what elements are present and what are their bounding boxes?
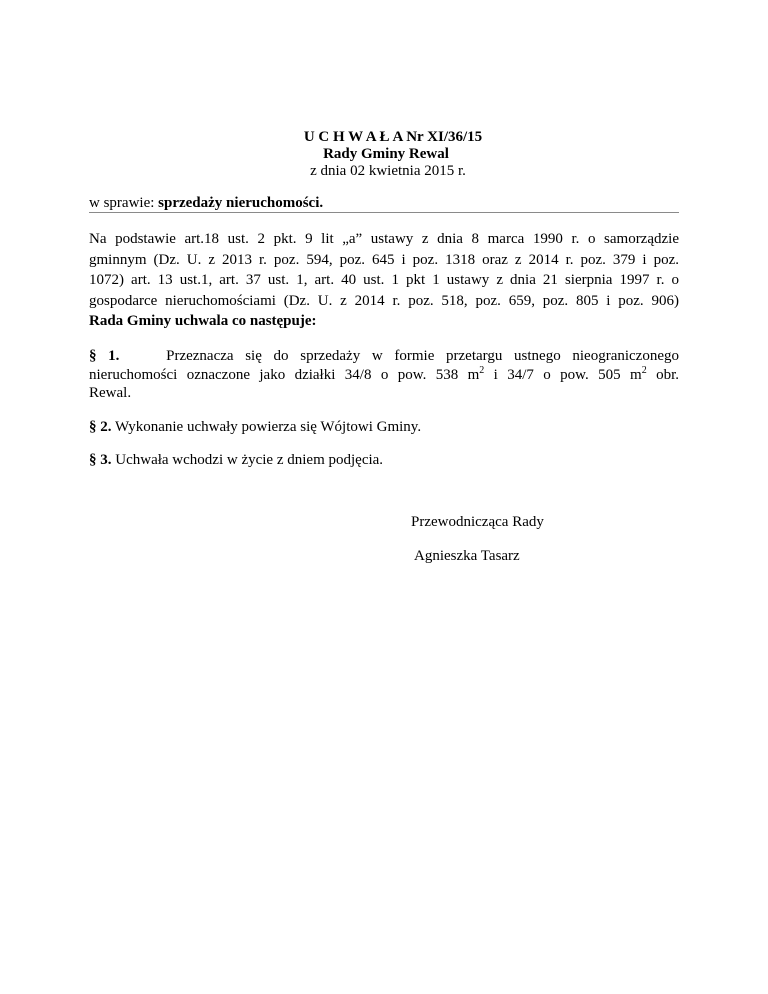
superscript: 2 (641, 364, 647, 376)
paragraph-1-text: obr. (646, 366, 679, 383)
paragraph-1-text: i 34/7 o pow. 505 m (484, 366, 642, 383)
resolution-header (0, 129, 768, 180)
legal-basis-line: gminnym (Dz. U. z 2013 r. poz. 594, poz. 645 i poz. 1318 oraz z 2014 r. poz. 379 i poz. (89, 251, 679, 268)
paragraph-1-mark: § 1. (89, 348, 120, 364)
council-name: Rady Gminy Rewal (323, 146, 449, 162)
subject-text: sprzedaży nieruchomości. (158, 195, 324, 211)
signatory-name: Agnieszka Tasarz (414, 548, 520, 564)
paragraph-1-line: Rewal. (89, 385, 132, 401)
resolution-title: U C H W A Ł A Nr XI/36/15 (303, 129, 483, 145)
paragraph-3-text: Uchwała wchodzi w życie z dniem podjęcia. (111, 452, 384, 468)
legal-basis-line: 1072) art. 13 ust.1, art. 37 ust. 1, art. 40 ust. 1 pkt 1 ustawy z dnia 21 sierpnia 1997 r. o (89, 272, 679, 288)
signatory-role: Przewodnicząca Rady (411, 514, 544, 530)
superscript: 2 (479, 364, 485, 376)
legal-basis (89, 229, 679, 332)
resolution-date: z dnia 02 kwietnia 2015 r. (310, 163, 466, 179)
paragraph-1-text: nieruchomości oznaczone jako działki 34/8 o pow. 538 m (89, 366, 480, 383)
legal-basis-line: Na podstawie art.18 ust. 2 pkt. 9 lit „a” ustawy z dnia 8 marca 1990 r. o samorządzie (89, 231, 679, 247)
subject-label: w sprawie: (89, 195, 159, 211)
paragraph-2 (89, 418, 421, 436)
paragraph-1 (89, 347, 679, 403)
legal-basis-line: gospodarce nieruchomościami (Dz. U. z 2014 r. poz. 518, poz. 659, poz. 805 i poz. 906) (89, 292, 679, 309)
signature-block (411, 513, 544, 565)
subject-line (89, 194, 679, 213)
paragraph-1-line (89, 366, 679, 385)
legal-basis-conclusion: Rada Gminy uchwala co następuje: (89, 313, 317, 329)
paragraph-1-line (89, 347, 679, 366)
paragraph-1-text: Przeznacza się do sprzedaży w formie przetargu ustnego nieograniczonego (166, 348, 679, 364)
paragraph-3 (89, 451, 383, 469)
paragraph-2-text: Wykonanie uchwały powierza się Wójtowi Gminy. (111, 419, 422, 435)
paragraph-2-mark: § 2. (89, 419, 112, 435)
paragraph-3-mark: § 3. (89, 452, 112, 468)
